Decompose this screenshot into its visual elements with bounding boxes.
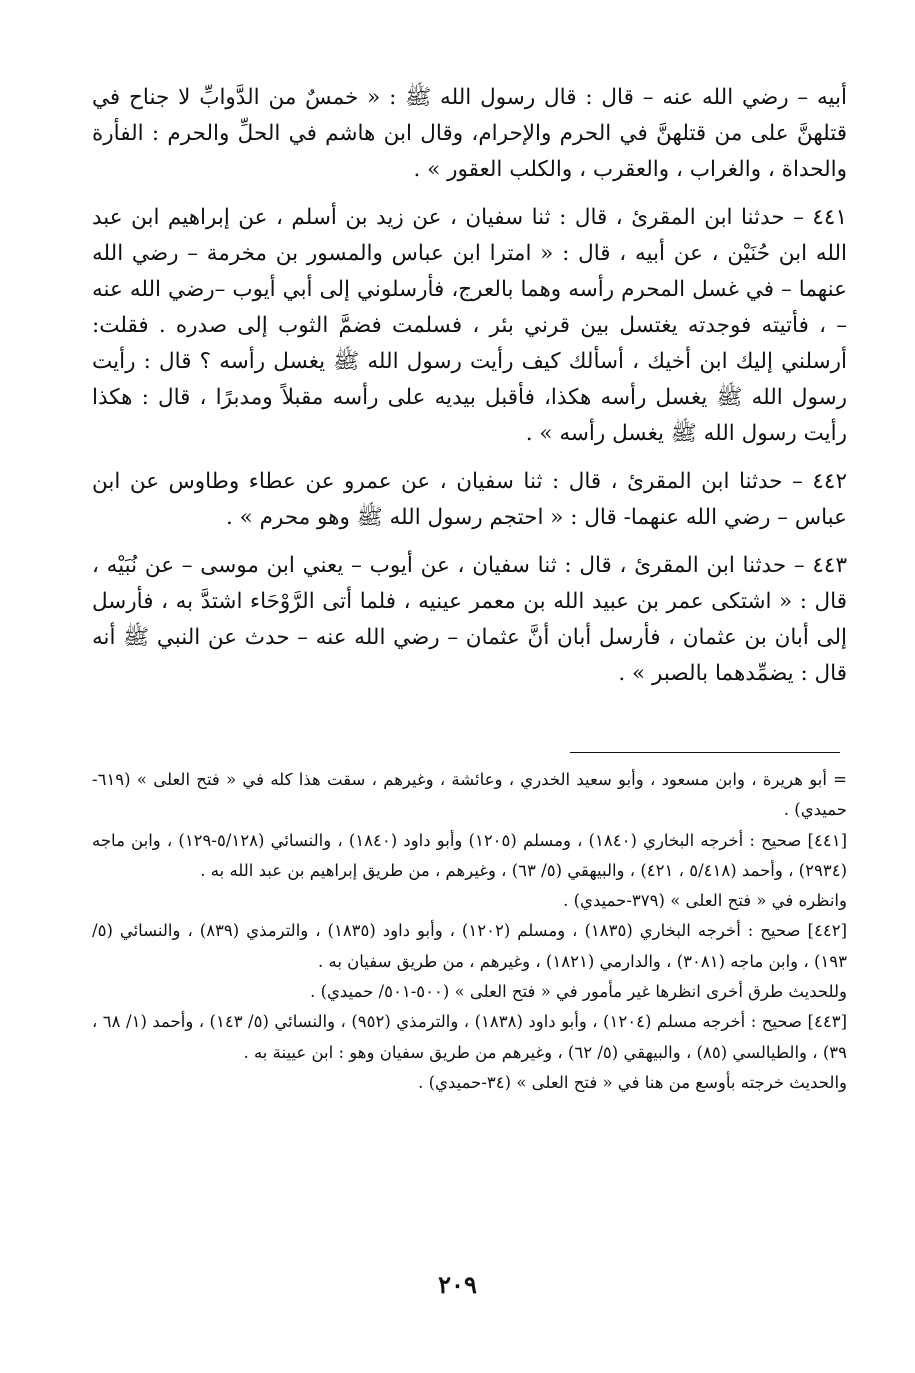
footnote-442-other-routes: وللحديث طرق أخرى انظرها غير مأمور في « فتح العلى » (٥٠٠-٥٠١/ حميدي) . [310, 982, 847, 1002]
footnote-442: [٤٤٢] صحيح : أخرجه البخاري (١٨٣٥) ، ومسلم (١٢٠٢) ، وأبو داود (١٨٣٥) ، والترمذي (٨٣٩) ، والنسائي (٥/ ١٩٣) ، وابن ماجه (٣٠٨١) ، والدارمي (١٨٢١) ، وغيرهم ، من طريق سفيان به . [92, 921, 847, 971]
hadith-440-continuation: أبيه – رضي الله عنه – قال : قال رسول الله ﷺ : « خمسٌ من الدَّوابِّ لا جناح في قتلهنَّ على من قتلهنَّ في الحرم والإحرام، وقال ابن هاشم في الحلِّ والحرم : الفأرة والحداة ، والغراب ، والعقرب ، والكلب العقور » . [92, 85, 847, 182]
hadith-441: ٤٤١ – حدثنا ابن المقرئ ، قال : ثنا سفيان ، عن زيد بن أسلم ، عن إبراهيم ابن عبد الله ابن حُنَيْن ، عن أبيه ، قال : « امترا ابن عباس والمسور بن مخرمة – رضي الله عنهما – في غسل المحرم رأسه وهما بالعرج، فأرسلوني إلى أبي أيوب –رضي الله عنه – ، فأتيته فوجدته يغتسل بين قرني بئر ، فسلمت فضمَّ الثوب إلى صدره . فقلت: أرسلني إليك ابن أخيك ، أسألك كيف رأيت رسول الله ﷺ يغسل رأسه ؟ قال : رأيت رسول الله ﷺ يغسل رأسه هكذا، فأقبل بيديه على رأسه مقبلاً ومدبرًا ، قال : هكذا رأيت رسول الله ﷺ يغسل رأسه » . [92, 205, 847, 446]
footnote-continuation: = أبو هريرة ، وابن مسعود ، وأبو سعيد الخدري ، وعائشة ، وغيرهم ، سقت هذا كله في « فتح العلى » (٦١٩-حميدي) . [92, 770, 847, 820]
page-number: ٢٠٩ [438, 1270, 477, 1299]
footnote-441: [٤٤١] صحيح : أخرجه البخاري (١٨٤٠) ، ومسلم (١٢٠٥) وأبو داود (١٨٤٠) ، والنسائي (٥/١٢٨-١٢٩) ، وابن ماجه (٢٩٣٤) ، وأحمد (٥/٤١٨ ، ٤٢١) ، والبيهقي (٥/ ٦٣) ، وغيرهم ، من طريق إبراهيم بن عبد الله به . [92, 830, 847, 880]
footnote-divider [570, 752, 840, 753]
footnote-441-see-also: وانظره في « فتح العلى » (٣٧٩-حميدي) . [563, 891, 847, 911]
footnote-443: [٤٤٣] صحيح : أخرجه مسلم (١٢٠٤) ، وأبو داود (١٨٣٨) ، والترمذي (٩٥٢) ، والنسائي (٥/ ١٤٣) ، وأحمد (١/ ٦٨ ، ٣٩) ، والطيالسي (٨٥) ، والبيهقي (٥/ ٦٢) ، وغيرهم من طريق سفيان وهو : ابن عيينة به . [92, 1012, 847, 1062]
footnotes [92, 765, 847, 1098]
hadith-443: ٤٤٣ – حدثنا ابن المقرئ ، قال : ثنا سفيان ، عن أيوب – يعني ابن موسى – عن نُبَيْه ، قال : « اشتكى عمر بن عبيد الله بن معمر عينيه ، فلما أتى الرَّوْحَاء اشتدَّ به ، فأرسل إلى أبان بن عثمان ، فأرسل أبان أنَّ عثمان – رضي الله عنه – حدث عن النبي ﷺ أنه قال : يضمِّدهما بالصبر » . [92, 553, 847, 686]
main-text [92, 80, 847, 692]
footnote-443-see-also: والحديث خرجته بأوسع من هنا في « فتح العلى » (٣٤-حميدي) . [418, 1072, 847, 1092]
hadith-442: ٤٤٢ – حدثنا ابن المقرئ ، قال : ثنا سفيان ، عن عمرو عن عطاء وطاوس عن ابن عباس – رضي الله عنهما- قال : « احتجم رسول الله ﷺ وهو محرم » . [92, 469, 847, 530]
